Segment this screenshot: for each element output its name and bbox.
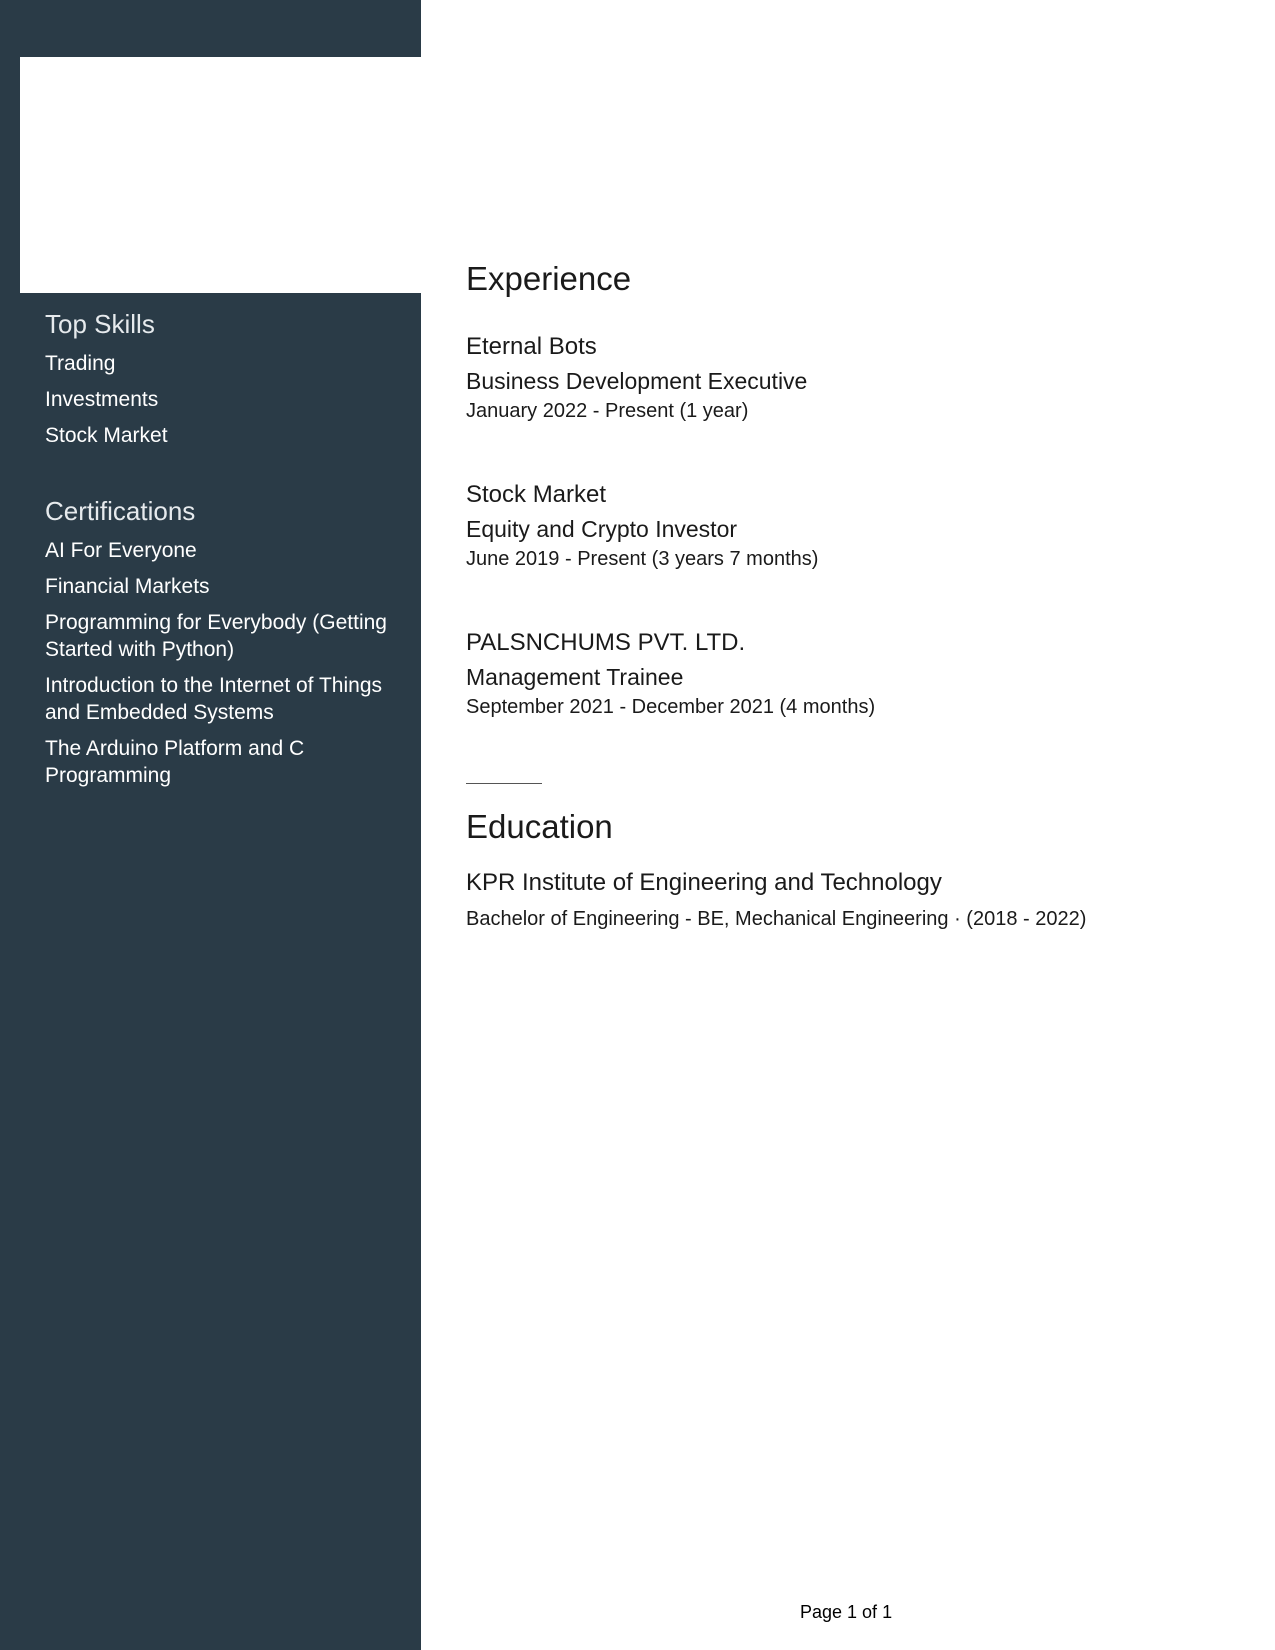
job-dates: June 2019 - Present (3 years 7 months) [466,548,819,570]
job-role: Equity and Crypto Investor [466,516,738,542]
certification-item: Programming for Everybody (Getting Started with Python) [45,611,387,661]
profile-photo-placeholder [20,57,421,293]
job-dates: January 2022 - Present (1 year) [466,400,749,422]
skill-item: Stock Market [45,424,168,447]
skills-list [45,350,415,449]
job-entry [466,480,1246,572]
skill-item: Investments [45,388,159,411]
certifications-heading: Certifications [45,496,196,526]
certification-item: Financial Markets [45,575,210,598]
education-heading: Education [466,808,613,845]
experience-heading: Experience [466,260,632,297]
job-entry [466,628,1246,720]
certifications-list [45,537,415,789]
top-skills-section [45,308,415,458]
certification-item: The Arduino Platform and C Programming [45,737,305,787]
skill-item: Trading [45,352,116,375]
job-company: Eternal Bots [466,333,597,360]
job-entry [466,332,1246,424]
job-role: Management Trainee [466,664,684,690]
top-skills-heading: Top Skills [45,309,155,339]
page-number: Page 1 of 1 [800,1602,893,1622]
education-degree: Bachelor of Engineering - BE, Mechanical Engineering · (2018 - 2022) [466,908,1087,930]
sidebar [0,0,421,1650]
certifications-section [45,495,415,798]
education-school: KPR Institute of Engineering and Technology [466,869,942,896]
job-company: Stock Market [466,481,607,508]
job-dates: September 2021 - December 2021 (4 months) [466,696,876,718]
job-company: PALSNCHUMS PVT. LTD. [466,629,746,656]
certification-item: AI For Everyone [45,539,197,562]
section-divider [466,783,542,784]
education-entry [466,868,1256,932]
certification-item: Introduction to the Internet of Things and Embedded Systems [45,674,382,724]
job-role: Business Development Executive [466,368,808,394]
